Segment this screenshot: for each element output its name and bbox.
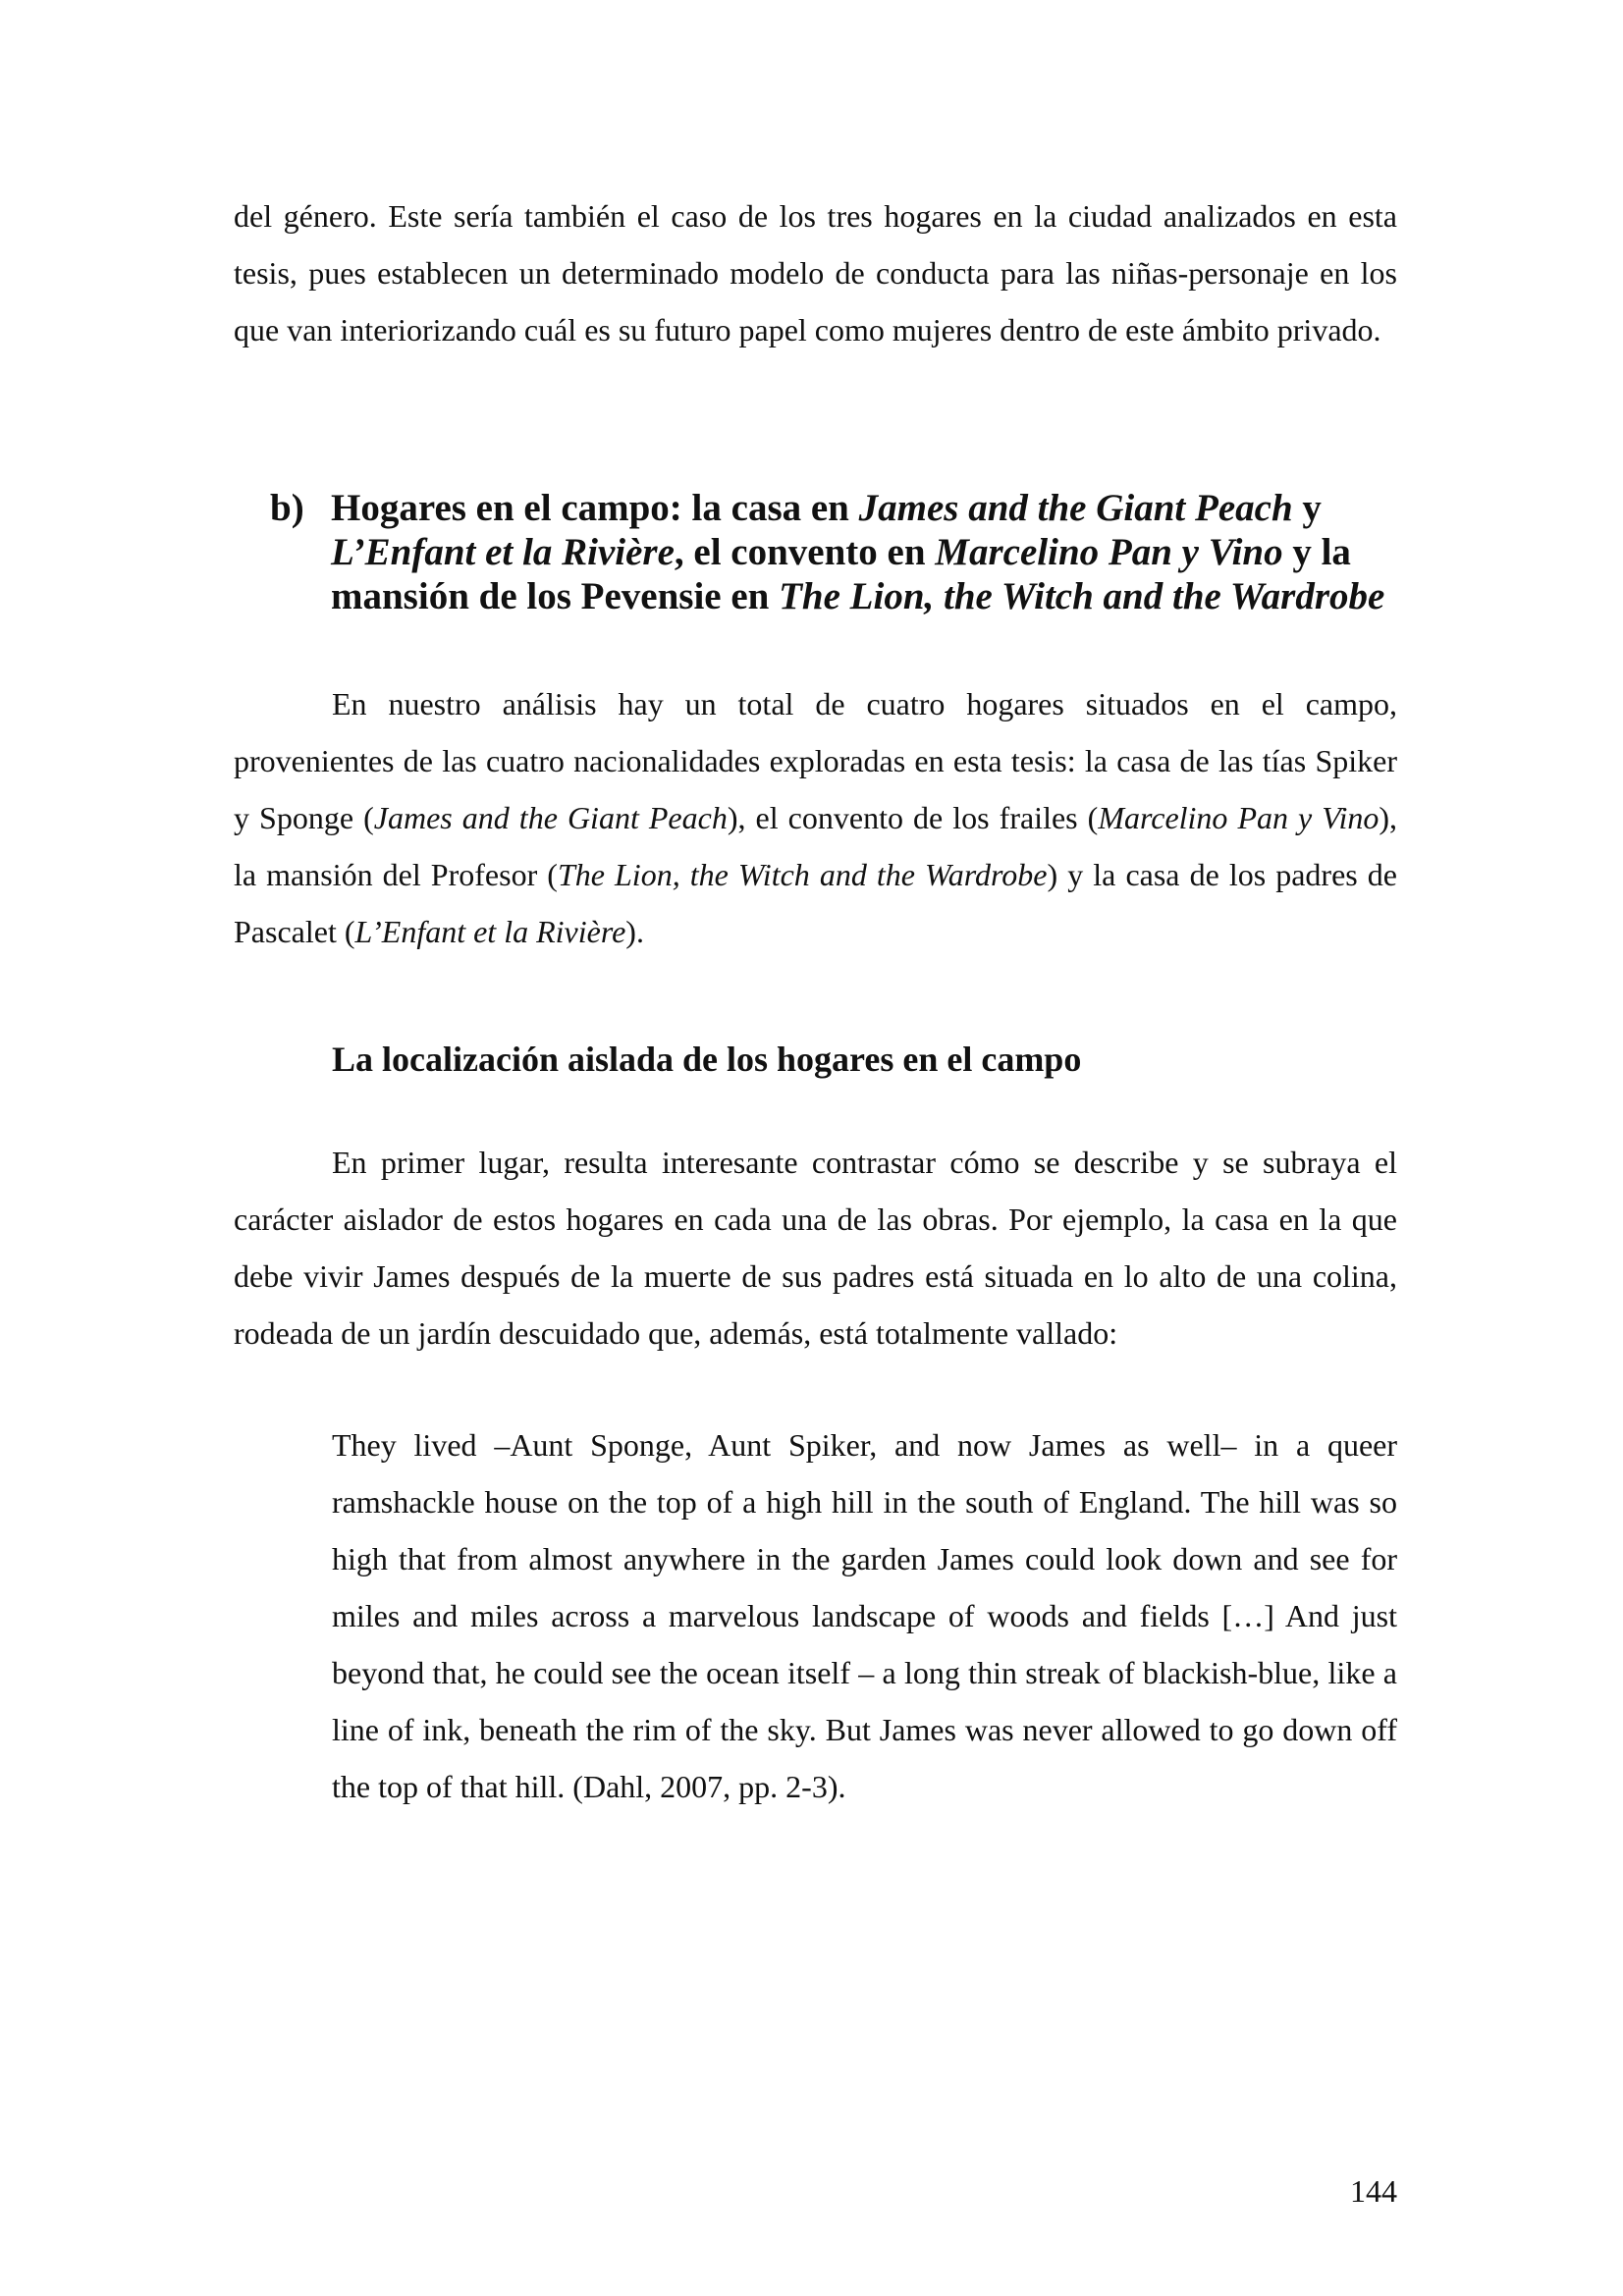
paragraph-localizacion: En primer lugar, resulta interesante contrastar cómo se describe y se subraya el carácter aislador de estos hogares en cada una de las obras. Por ejemplo, la casa en la que debe vivir James después de la muerte de sus padres está situada en lo alto de una colina, rodeada de un jardín descuidado que, además, está totalmente vallado: xyxy=(234,1145,1397,1351)
section-marker: b) xyxy=(270,487,304,529)
work-title: James and the Giant Peach xyxy=(373,800,728,835)
section-heading-text: Hogares en el campo: la casa en James and the Giant Peach y L’Enfant et la Rivière, el convento en Marcelino Pan y Vino y la mansión de los Pevensie en The Lion, the Witch and the Wardrobe xyxy=(331,487,1385,617)
page-number: 144 xyxy=(1350,2173,1397,2209)
section-heading-b xyxy=(270,486,1419,618)
block-quote: They lived –Aunt Sponge, Aunt Spiker, and now James as well– in a queer ramshackle house on the top of a high hill in the south of England. The hill was so high that from almost anywhere in the garden James could look down and see for miles and miles across a marvelous landscape of woods and fields […] And just beyond that, he could see the ocean itself – a long thin streak of blackish-blue, like a line of ink, beneath the rim of the sky. But James was never allowed to go down off the top of that hill. (Dahl, 2007, pp. 2-3). xyxy=(332,1427,1397,1804)
paragraph-hogares-campo: En nuestro análisis hay un total de cuatro hogares situados en el campo, provenientes de las cuatro nacionalidades exploradas en esta tesis: la casa de las tías Spiker y Sponge (James and the Giant Peach), el convento de los frailes (Marcelino Pan y Vino), la mansión del Profesor (The Lion, the Witch and the Wardrobe) y la casa de los padres de Pascalet (L’Enfant et la Rivière). xyxy=(234,686,1398,949)
work-title: James and the Giant Peach xyxy=(858,487,1293,529)
subsection-heading: La localización aislada de los hogares en el campo xyxy=(332,1040,1082,1079)
work-title: The Lion, the Witch and the Wardrobe xyxy=(557,857,1048,892)
work-title: L’Enfant et la Rivière xyxy=(331,531,675,573)
paragraph-continuation: del género. Este sería también el caso de los tres hogares en la ciudad analizados en esta tesis, pues establecen un determinado modelo de conducta para las niñas-personaje en los que van interiorizando cuál es su futuro papel como mujeres dentro de este ámbito privado. xyxy=(234,198,1397,347)
work-title: Marcelino Pan y Vino xyxy=(935,531,1283,573)
work-title: L’Enfant et la Rivière xyxy=(354,914,626,949)
work-title: Marcelino Pan y Vino xyxy=(1098,800,1380,835)
work-title: The Lion, the Witch and the Wardrobe xyxy=(779,575,1385,617)
